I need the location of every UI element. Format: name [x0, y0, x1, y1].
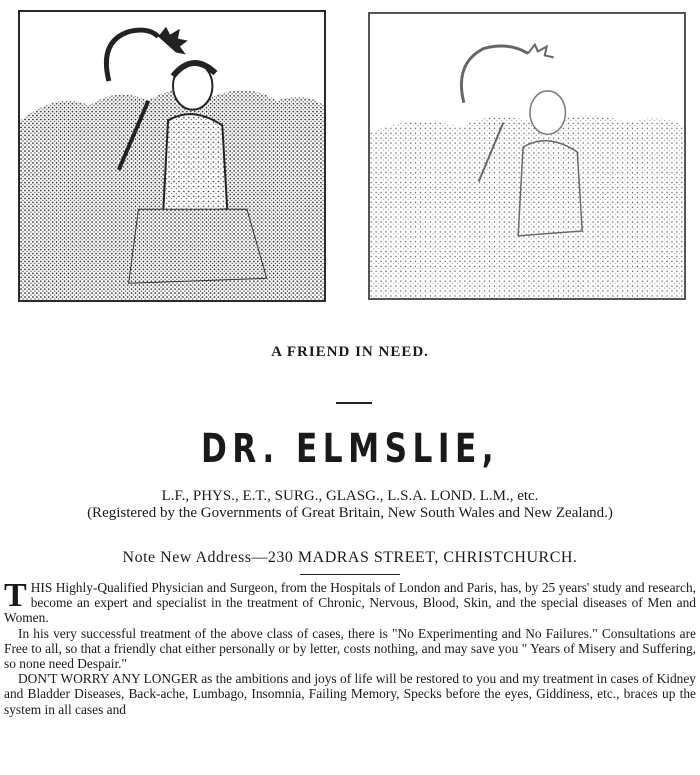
- doctor-name: DR. ELMSLIE,: [200, 426, 500, 472]
- article-body: [4, 577, 696, 717]
- dropcap-letter: T: [4, 577, 27, 614]
- paragraph-treatment: In his very successful treatment of the above class of cases, there is "No Experimenting and No Failures." Consultations are Free to all, so that a friendly chat either personally or by letter, costs nothing, and may save you " Years of Misery and Suffering, so none need Despair.": [4, 625, 696, 672]
- illustration-left: [18, 10, 326, 302]
- credentials-line: L.F., PHYS., E.T., SURG., GLASG., L.S.A. LOND. L.M., etc.: [161, 488, 539, 504]
- address-divider: [300, 574, 400, 575]
- paragraph-dont-worry: DON'T WORRY ANY LONGER as the ambitions and joys of life will be restored to you and my treatment in cases of Kidney and Bladder Diseases, Back-ache, Lumbago, Insomnia, Failing Memory, Specks before the eyes, Giddiness, etc., braces up the system in all cases and: [4, 671, 696, 717]
- registration-note: (Registered by the Governments of Great Britain, New South Wales and New Zealand.): [87, 505, 613, 521]
- illustration-right: [368, 12, 686, 300]
- paragraph-intro: [4, 577, 696, 626]
- faded-woman-illustration: [370, 14, 684, 298]
- article-heading: A FRIEND IN NEED.: [271, 344, 429, 360]
- short-divider: [336, 402, 372, 404]
- woman-with-flowers-illustration: [20, 12, 324, 300]
- address-line: Note New Address—230 MADRAS STREET, CHRISTCHURCH.: [122, 549, 578, 566]
- paragraph-intro-text: HIS Highly-Qualified Physician and Surgeon, from the Hospitals of London and Paris, has, by 25 years' study and research, become an expert and specialist in the treatment of Chronic, Nervous, Blood, Skin, and the special diseases of Men and Women.: [4, 580, 696, 626]
